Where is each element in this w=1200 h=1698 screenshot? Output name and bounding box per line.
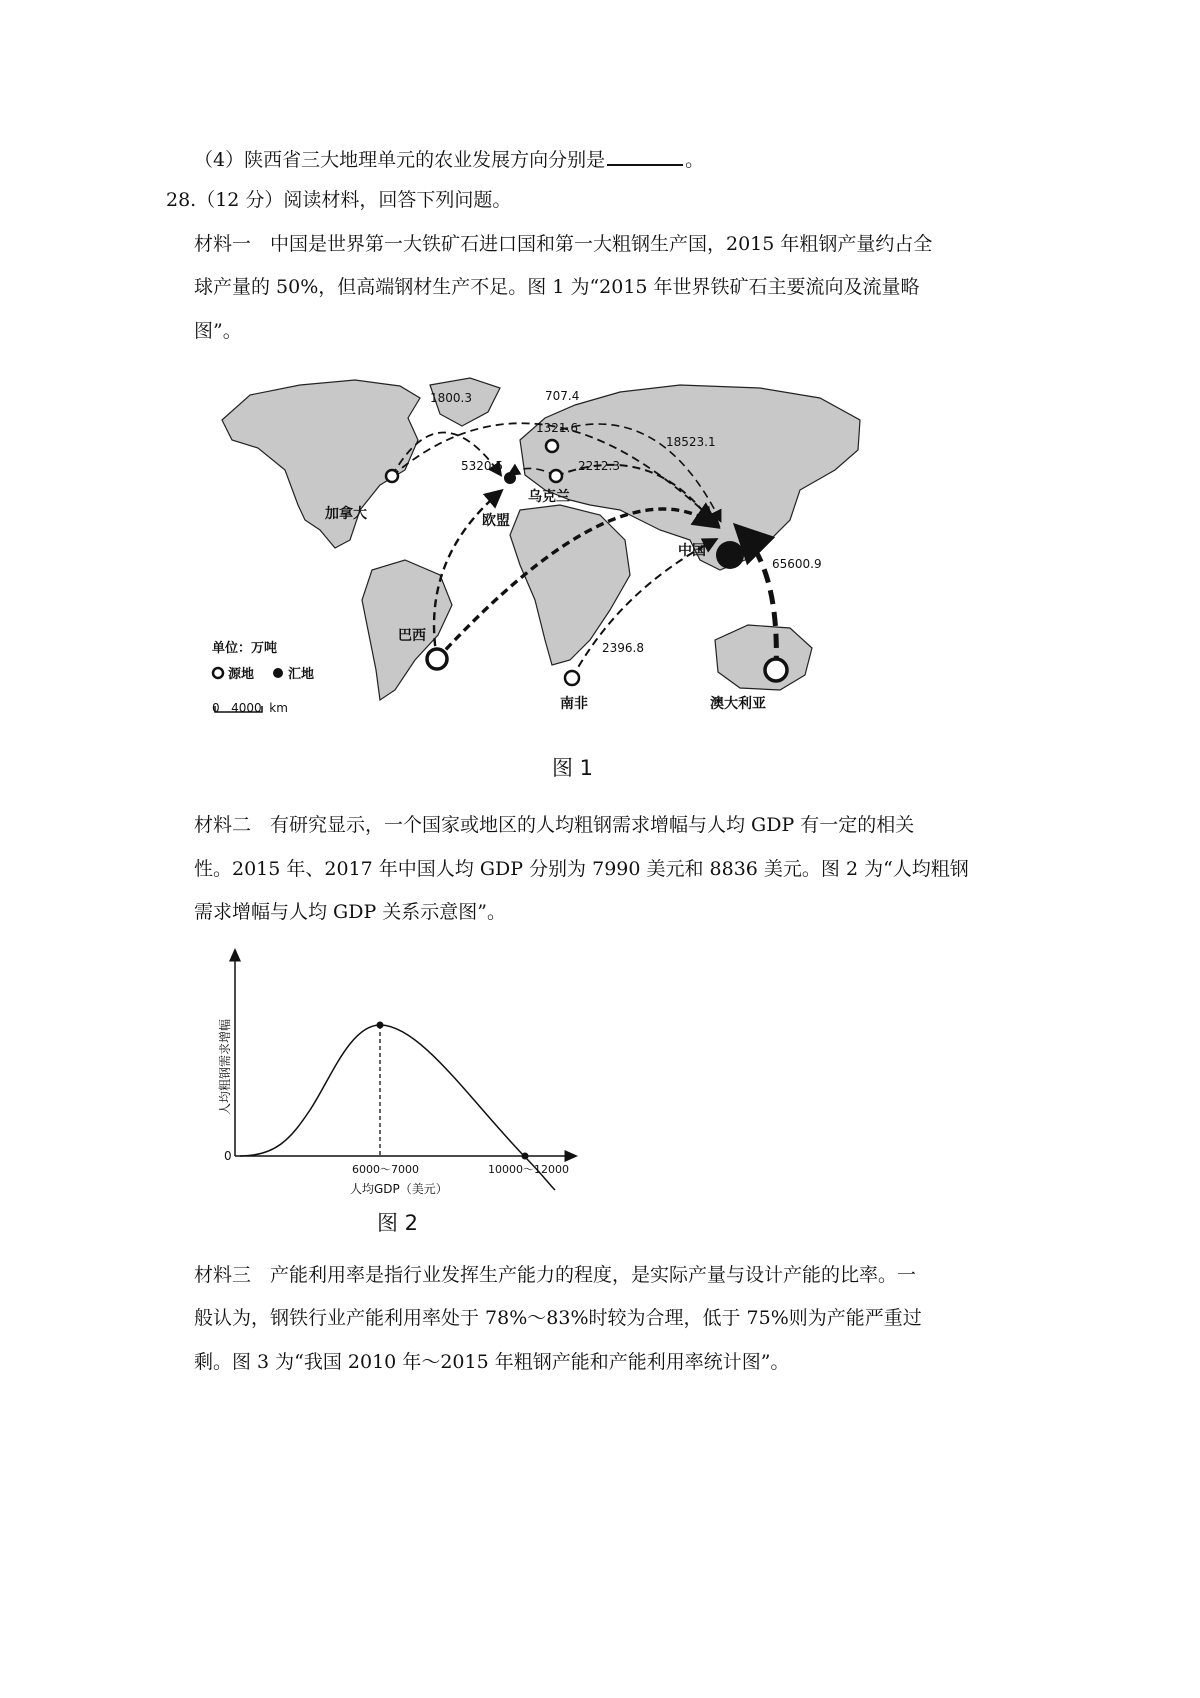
legend-source-label: 源地 [228,667,255,682]
x-axis-label: 人均GDP（美元） [350,1182,448,1196]
origin-label: 0 [224,1149,232,1163]
material2-line2: 性。2015 年、2017 年中国人均 GDP 分别为 7990 美元和 8836 美元。图 2 为“人均粗钢 [194,858,969,880]
flow-value-label: 65600.9 [772,557,822,571]
place-label-south-africa: 南非 [560,696,588,712]
place-label-canada: 加拿大 [325,506,367,522]
place-label-china: 中国 [678,543,706,559]
material1-line1: 材料一 中国是世界第一大铁矿石进口国和第一大粗钢生产国，2015 年粗钢产量约占全 [194,233,933,255]
x-tick-label-zero: 10000～12000 [488,1163,569,1176]
figure1-caption: 图 1 [552,756,594,780]
material3-line1: 材料三 产能利用率是指行业发挥生产能力的程度，是实际产量与设计产能的比率。一 [194,1264,917,1286]
q4-end: 。 [685,149,705,171]
material1-line3: 图”。 [194,320,242,342]
flow-value-label: 1321.6 [536,421,578,435]
figure2-caption: 图 2 [377,1211,419,1235]
zero-crossing-point [522,1153,529,1160]
material3-line3: 剩。图 3 为“我国 2010 年～2015 年粗钢产能和产能利用率统计图”。 [194,1351,790,1373]
flow-value-label: 2396.8 [602,641,644,655]
material1-line2: 球产量的 50%，但高端钢材生产不足。图 1 为“2015 年世界铁矿石主要流向及流量略 [194,276,920,298]
place-label-brazil: 巴西 [398,628,426,644]
material2-line3: 需求增幅与人均 GDP 关系示意图”。 [194,901,506,923]
place-label-eu: 欧盟 [482,513,510,529]
flow-value-label: 1800.3 [430,391,472,405]
scale-label: 0 4000 km [212,701,288,715]
flow-value-label: 707.4 [545,389,580,403]
place-label-australia: 澳大利亚 [710,696,766,712]
q28-header: 28.（12 分）阅读材料，回答下列问题。 [166,189,512,211]
place-label-ukraine: 乌克兰 [528,489,570,505]
material2-line1: 材料二 有研究显示，一个国家或地区的人均粗钢需求增幅与人均 GDP 有一定的相关 [194,814,915,836]
material3-line2: 般认为，钢铁行业产能利用率处于 78%～83%时较为合理，低于 75%则为产能严重过 [194,1307,922,1329]
x-tick-label-peak: 6000～7000 [352,1163,419,1176]
legend-unit: 单位：万吨 [212,641,278,656]
flow-value-label: 18523.1 [666,435,716,449]
legend-sink-label: 汇地 [288,667,315,682]
q4-text: （4）陕西省三大地理单元的农业发展方向分别是 [194,149,606,171]
flow-value-label: 5320.5 [461,459,503,473]
y-axis-label: 人均粗钢需求增幅 [218,1018,232,1115]
flow-value-label: 2212.3 [578,459,620,473]
